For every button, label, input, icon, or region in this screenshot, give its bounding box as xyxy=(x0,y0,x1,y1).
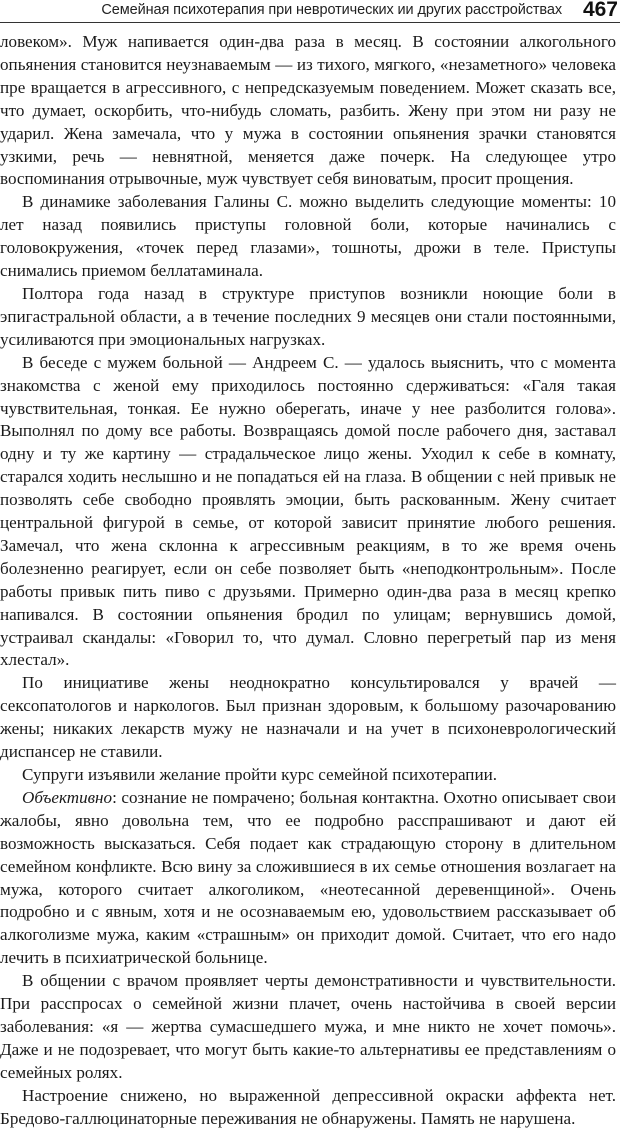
header-rule xyxy=(0,22,620,23)
paragraph-objective: Объективно: сознание не помрачено; больная контактна. Охотно описывает свои жалобы, явно довольна тем, что ее подробно расспрашивают и дают ей возможность высказаться. Себя подает как страдающую сторону в длительном семейном конфликте. Всю вину за сложившиеся в их семье отношения возлагает на мужа, которого считает алкоголиком, «неотесанной деревенщиной». Очень подробно и с явным, хотя и не осознаваемым ею, удовольствием рассказывает об алкоголизме мужа, каким «страшным» он приходит домой. Считает, что его надо лечить в психиатрической больнице. xyxy=(0,787,616,968)
body-text xyxy=(0,31,616,1131)
running-title: Семейная психотерапия при невротических ии других расстройствах xyxy=(101,2,562,18)
paragraph: По инициативе жены неоднократно консультировался у врачей — сексопатологов и наркологов. Был признан здоровым, к большому разочарованию жены; никаких лекарств мужу не назначали и на учет в психоневрологический диспансер не ставили. xyxy=(0,673,616,762)
paragraph: В общении с врачом проявляет черты демонстративности и чувствительности. При расспросах о семейной жизни плачет, очень настойчива в своей версии заболевания: «я — жертва сумасшедшего мужа, и мне никто не хочет помочь». Даже и не подозревает, что могут быть какие-то альтернативы ее представлениям о семейных ролях. xyxy=(0,971,616,1082)
running-header xyxy=(0,0,620,30)
paragraph: В динамике заболевания Галины С. можно выделить следующие моменты: 10 лет назад появились приступы головной боли, которые начинались с головокружения, «точек перед глазами», тошноты, дрожи в теле. Приступы снимались приемом беллатаминала. xyxy=(0,192,616,281)
paragraph: ловеком». Муж напивается один-два раза в месяц. В состоянии алкогольного опьянения становится неузнаваемым — из тихого, мягкого, «незаметного» человека пре вращается в агрессивного, с непредсказуемым поведением. Может сказать все, что думает, оскорбить, что-нибудь сломать, разбить. Жену при этом ни разу не ударил. Жена замечала, что у мужа в состоянии опьянения зрачки становятся узкими, речь — невнятной, меняется даже почерк. На следующее утро воспоминания отрывочные, муж чувствует себя виноватым, просит прощения. xyxy=(0,32,616,189)
paragraph: Супруги изъявили желание пройти курс семейной психотерапии. xyxy=(22,765,498,784)
paragraph: Настроение снижено, но выраженной депрессивной окраски аффекта нет. Бредово-галлюцинаторные переживания не обнаружены. Память не нарушена. xyxy=(0,1085,616,1128)
objective-text: сознание не помрачено; больная контактна. Охотно описывает свои жалобы, явно довольна тем, что ее подробно расспрашивают и дают ей возможность высказаться. Себя подает как страдающую сторону в длительном семейном конфликте. Всю вину за сложившиеся в их семье отношения возлагает на мужа, которого считает алкоголиком, «неотесанной деревенщиной». Очень подробно и с явным, хотя и не осознаваемым ею, удовольствием рассказывает об алкоголизме мужа, каким «страшным» он приходит домой. Считает, что его надо лечить в психиатрической больнице. xyxy=(0,787,616,968)
paragraph: В беседе с мужем больной — Андреем С. — удалось выяснить, что с момента знакомства с женой ему приходилось постоянно сдерживаться: «Галя такая чувствительная, тонкая. Ее нужно оберегать, иначе у нее разболится голова». Выполнял по дому все работы. Возвращаясь домой после рабочего дня, заставал одну и ту же картину — страдальческое лицо жены. Уходил к себе в комнату, старался ходить неслышно и не попадаться ей на глаза. В общении с ней привык не позволять себе свободно проявлять эмоции, быть раскованным. Жену считает центральной фигурой в семье, от которой зависит принятие любого решения. Замечал, что жена склонна к агрессивным реакциям, в то же время очень болезненно реагирует, если он себе позволяет быть «неподконтрольным». После работы привык пить пиво с друзьями. Примерно один-два раза в месяц крепко напивался. В состоянии опьянения бродил по улицам; вернувшись домой, устраивал скандалы: «Говорил то, что думал. Словно перегретый пар из меня хлестал». xyxy=(0,352,616,670)
paragraph: Полтора года назад в структуре приступов возникли ноющие боли в эпигастральной области, а в течение последних 9 месяцев они стали постоянными, усиливаются при эмоциональных нагрузках. xyxy=(0,283,616,349)
page-number: 467 xyxy=(582,0,618,21)
objective-label: Объективно xyxy=(22,787,113,807)
